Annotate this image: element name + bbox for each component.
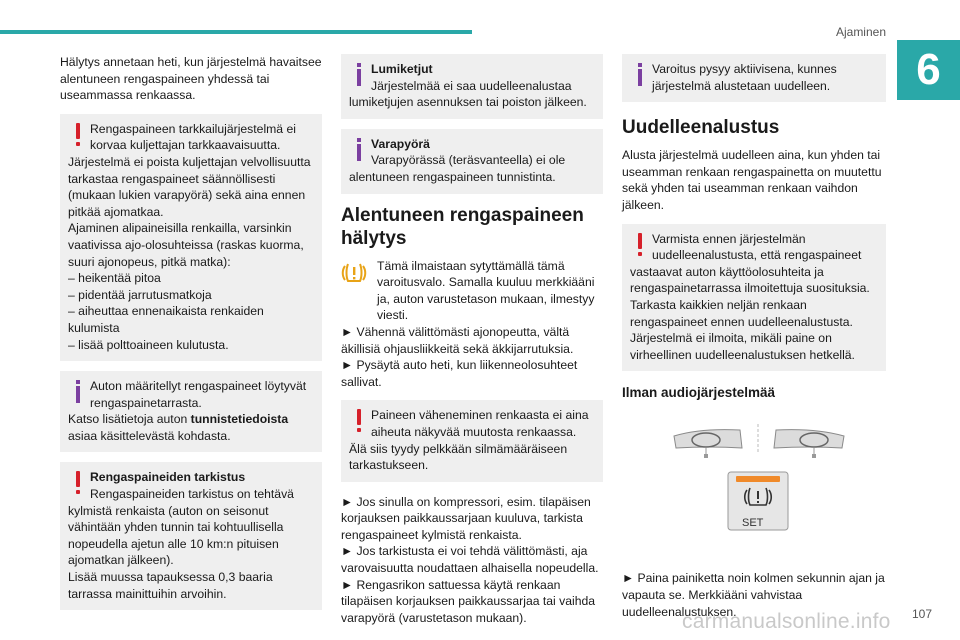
step-text: ► Pysäytä auto heti, kun liikenneolosuhteet sallivat. — [341, 358, 578, 389]
step-text: ► Jos tarkistusta ei voi tehdä välittömästi, aja varovaisuutta noudattaen alhaisella nopeudella. — [341, 544, 599, 576]
section-heading-alert: Alentuneen rengaspaineen hälytys — [341, 204, 584, 249]
intro-text: Hälytys annetaan heti, kun järjestelmä havaitsee alentuneen rengaspaineen yhdessä tai useammassa renkaassa. — [60, 55, 322, 103]
set-button-label: SET — [742, 517, 764, 530]
warning-exclamation-icon — [68, 469, 90, 499]
section-heading-reset: Uudelleenalustus — [622, 117, 780, 139]
step-text: ► Paina painiketta noin kolmen sekunnin ajan ja vapauta se. Merkkiääni vahvistaa uudelleenalustuksen. — [622, 571, 885, 619]
tyre-pressure-warning-icon — [341, 260, 367, 284]
list-item: – pidentää jarrutusmatkoja — [68, 287, 212, 302]
column-1 — [60, 54, 322, 620]
chapter-number: 6 — [897, 40, 960, 100]
info-icon — [68, 378, 90, 408]
info-box-spare-wheel: Varapyörä Varapyörässä (teräsvanteella) ei ole alentuneen rengaspaineen tunnistinta. — [341, 129, 603, 194]
warning-exclamation-icon — [68, 121, 90, 151]
warning-exclamation-icon — [349, 407, 371, 437]
list-item: – lisää polttoaineen kulutusta. — [68, 337, 229, 352]
cross-reference: tunnistetiedoista — [190, 412, 289, 427]
subheading-no-audio: Ilman audiojärjestelmää — [622, 385, 776, 401]
warning-box-visual: Paineen väheneminen renkaasta ei aina aiheuta näkyvää muutosta renkaassa. Älä siis tyydy pelkkään silmämääräiseen tarkastukseen. — [341, 400, 603, 481]
column-3 — [622, 54, 886, 630]
alert-description: Tämä ilmaistaan sytyttämällä tämä varoitusvalo. Samalla kuuluu merkkiääni ja, auton varustetason mukaan, ilmestyy viesti. — [341, 258, 603, 324]
list-item: – heikentää pitoa — [68, 271, 161, 286]
info-box-active: Varoitus pysyy aktiivisena, kunnes järjestelmä alustetaan uudelleen. — [622, 54, 886, 102]
warning-box-check: Rengaspaineiden tarkistus Rengaspaineiden tarkistus on tehtävä kylmistä renkaista (auton on seisonut vähintään yhden tunnin tai kohtuullisella nopeudella ajetun alle 10 km:n pituisen ajomatkan jälkeen). Lisää muussa tapauksessa 0,3 baaria tarrassa mainittuihin arvoihin. — [60, 462, 322, 610]
header-accent-bar — [0, 30, 472, 34]
watermark: carmanualsonline.info — [682, 610, 891, 633]
intro-text: Alusta järjestelmä uudelleen aina, kun yhden tai useamman renkaan rengaspainetta on muutettu sekä yhden tai useamman renkaan vaihdon jälkeen. — [622, 148, 882, 212]
section-title: Ajaminen — [835, 25, 886, 39]
indicator-light — [736, 476, 780, 482]
step-text: ► Jos sinulla on kompressori, esim. tilapäisen korjauksen paikkaussarjaan kuuluva, tarkista rengaspaineet kylmistä renkaista. — [341, 494, 591, 542]
warning-exclamation-icon — [630, 231, 652, 261]
info-box-pressures: Auton määritellyt rengaspaineet löytyvät rengaspainetarrasta. Katso lisätietoja auton tunnistetiedoista asiaa käsittelevästä kohdasta. — [60, 371, 322, 452]
box-title: Lumiketjut — [371, 62, 433, 76]
warning-box-monitoring: Rengaspaineen tarkkailujärjestelmä ei korvaa kuljettajan tarkkaavaisuutta. Järjestelmä ei poista kuljettajan velvollisuutta tarkastaa rengaspaineet säännöllisesti (mukaan lukien varapyörä) sekä aina ennen pitkää ajomatkaa. Ajaminen alipaineisilla renkailla, varsinkin vaativissa ajo-olosuhteissa (raskas kuorma, suuri ajonopeus, pitkä matka): – heikentää pitoa – pidentää jarrutusmatkoja – aiheuttaa ennenaikaista renkaiden kulumista – lisää polttoaineen kulutusta. — [60, 114, 322, 361]
warning-box-reset: Varmista ennen järjestelmän uudelleenalustusta, että rengaspaineet vastaavat auton käyttöolosuhteita ja rengaspainetarrassa ilmoitettuja suosituksia. Tarkasta kaikkien neljän renkaan rengaspaineet ennen uudelleenalustusta. Järjestelmä ei ilmoita, mikäli paine on virheellinen uudelleenalustuksen hetkellä. — [622, 224, 886, 372]
step-text: ► Rengasrikon sattuessa käytä renkaan tilapäisen korjauksen paikkaussarjaa tai vaihda varapyörä (varustetason mukaan). — [341, 577, 596, 625]
info-box-snow-chains: Lumiketjut Järjestelmää ei saa uudelleenalustaa lumiketjujen asennuksen tai poiston jälkeen. — [341, 54, 603, 119]
box-title: Varapyörä — [371, 136, 430, 151]
info-icon — [349, 136, 371, 166]
box-title: Rengaspaineiden tarkistus — [90, 470, 246, 485]
step-text: ► Vähennä välittömästi ajonopeutta, vältä äkillisiä ohjausliikkeitä sekä äkkijarrutuksia. — [341, 324, 574, 356]
column-2 — [341, 54, 603, 636]
info-icon — [349, 61, 371, 91]
reset-illustration — [622, 418, 886, 558]
list-item: – aiheuttaa ennenaikaista renkaiden kulumista — [68, 304, 264, 335]
page-number: 107 — [911, 607, 932, 621]
info-icon — [630, 61, 652, 91]
